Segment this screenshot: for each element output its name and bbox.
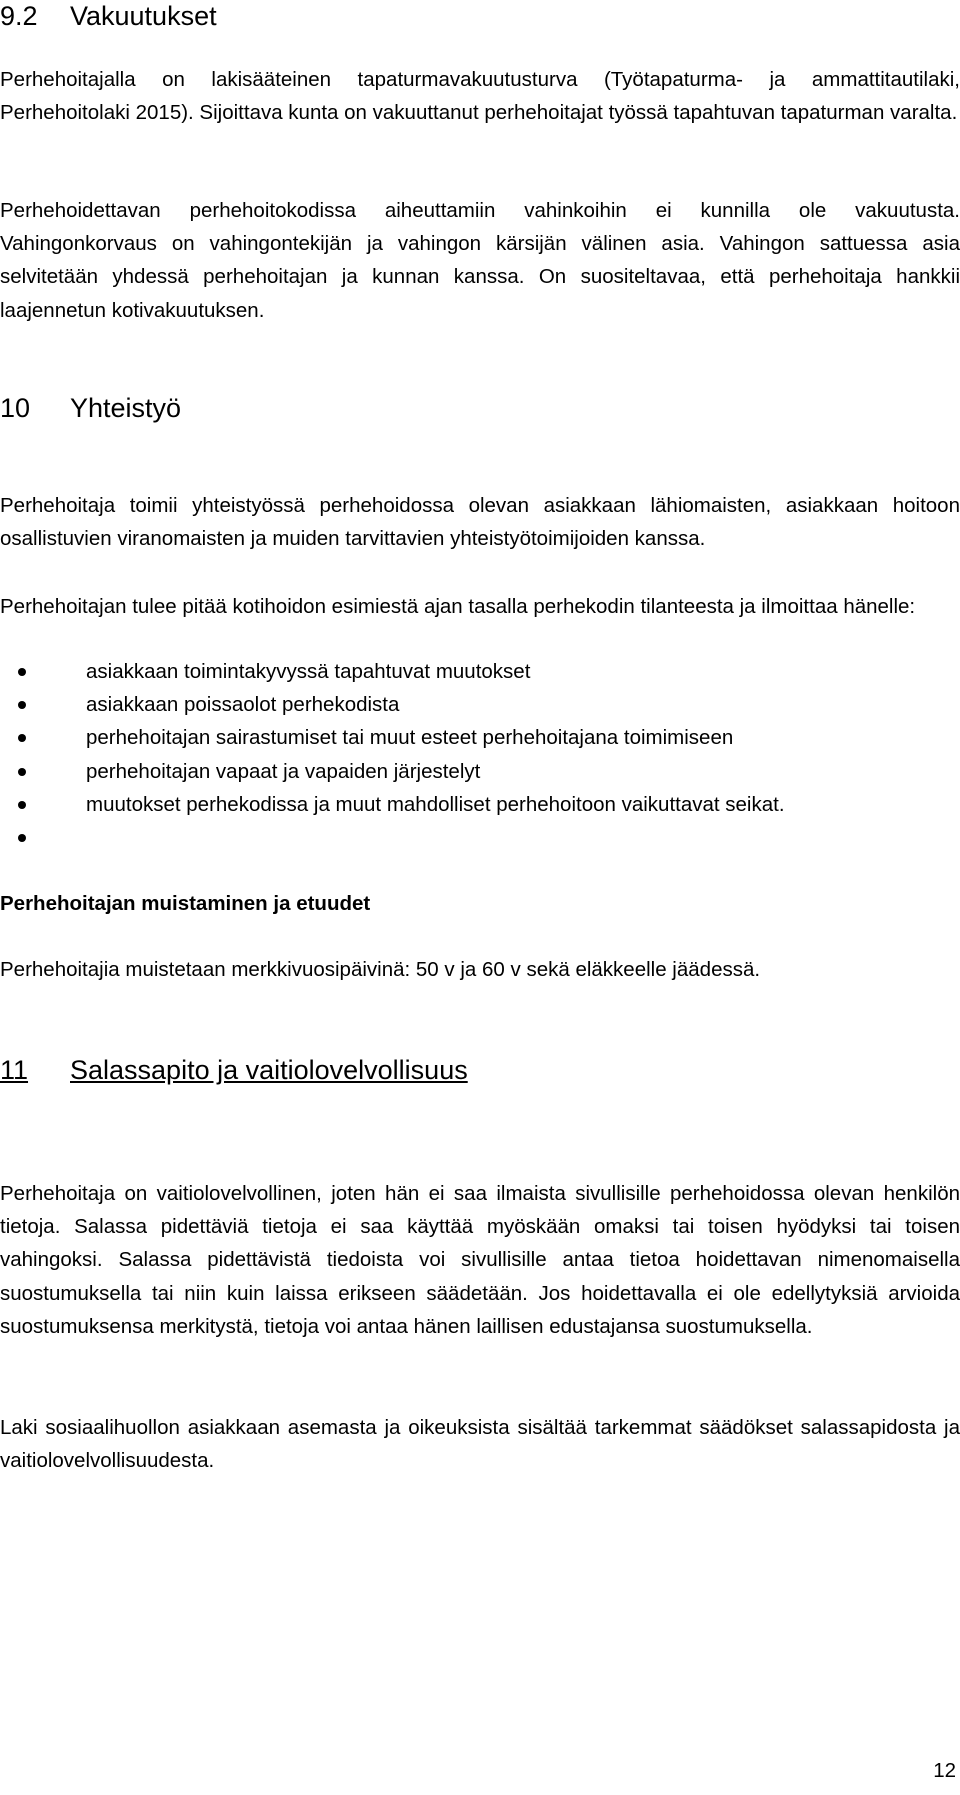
section-heading-9-2	[0, 0, 217, 32]
list-item	[0, 821, 960, 854]
list-item-text: muutokset perhekodissa ja muut mahdolliset perhehoitoon vaikuttavat seikat.	[86, 792, 785, 816]
list-item	[0, 788, 960, 821]
cooperation-paragraph: Perhehoitaja toimii yhteistyössä perhehoidossa olevan asiakkaan lähiomaisten, asiakkaan hoitoon osallistuvien viranomaisten ja muiden tarvittavien yhteistyötoimijoiden kanssa.	[0, 494, 960, 551]
list-item-text: perhehoitajan vapaat ja vapaiden järjestelyt	[86, 759, 481, 783]
list-item-text: asiakkaan poissaolot perhekodista	[86, 693, 400, 717]
law-paragraph: Laki sosiaalihuollon asiakkaan asemasta ja oikeuksista sisältää tarkemmat säädökset salassapidosta ja vaitiolovelvollisuudesta.	[0, 1416, 960, 1473]
list-item	[0, 755, 960, 788]
bullet-icon	[18, 768, 26, 776]
list-item	[0, 655, 960, 688]
remembering-heading: Perhehoitajan muistaminen ja etuudet	[0, 892, 371, 915]
damage-paragraph: Perhehoidettavan perhehoitokodissa aiheuttamiin vahinkoihin ei kunnilla ole vakuutusta. Vahingonkorvaus on vahingontekijän ja vahingon kärsijän välinen asia. Vahingon sattuessa asia selvitetään yhdessä perhehoitajan ja kunnan kanssa. On suositeltavaa, että perhehoitaja hankkii laajennetun kotivakuutuksen.	[0, 199, 960, 322]
section-title: Yhteistyö	[70, 393, 182, 423]
list-item-text: asiakkaan toimintakyvyssä tapahtuvat muutokset	[86, 660, 531, 683]
insurance-paragraph: Perhehoitajalla on lakisääteinen tapaturmavakuutusturva (Työtapaturma- ja ammattitautilaki, Perhehoitolaki 2015). Sijoittava kunta on vakuuttanut perhehoitajat työssä tapahtuvan tapaturman varalta.	[0, 68, 960, 125]
list-item-text: perhehoitajan sairastumiset tai muut esteet perhehoitajana toimimiseen	[86, 726, 734, 750]
bullet-icon	[18, 834, 26, 842]
bullet-icon	[18, 801, 26, 809]
notify-paragraph: Perhehoitajan tulee pitää kotihoidon esimiestä ajan tasalla perhekodin tilanteesta ja ilmoittaa hänelle:	[0, 595, 916, 618]
section-title: Salassapito ja vaitiolovelvollisuus	[70, 1055, 468, 1085]
section-heading-10	[0, 392, 182, 424]
section-title: Vakuutukset	[70, 1, 217, 31]
remembering-paragraph: Perhehoitajia muistetaan merkkivuosipäivinä: 50 v ja 60 v sekä eläkkeelle jäädessä.	[0, 958, 761, 981]
section-number: 11	[0, 1055, 29, 1085]
notify-list	[0, 655, 960, 854]
section-heading-11	[0, 1054, 468, 1086]
section-number: 10	[0, 393, 31, 423]
list-item	[0, 721, 960, 754]
bullet-icon	[18, 701, 26, 709]
list-item	[0, 688, 960, 721]
section-number: 9.2	[0, 1, 38, 31]
secrecy-paragraph: Perhehoitaja on vaitiolovelvollinen, joten hän ei saa ilmaista sivullisille perhehoidossa olevan henkilön tietoja. Salassa pidettäviä tietoja ei saa käyttää myöskään omaksi tai toisen hyödyksi tai toisen vahingoksi. Salassa pidettävistä tiedoista voi sivullisille antaa tietoa hoidettavan nimenomaisella suostumuksella tai niin kuin laissa erikseen säädetään. Jos hoidettavalla ei ole edellytyksiä arvioida suostumuksensa merkitystä, tietoja voi antaa hänen laillisen edustajansa suostumuksella.	[0, 1182, 960, 1338]
bullet-icon	[18, 668, 26, 676]
bullet-icon	[18, 734, 26, 742]
page-number: 12	[933, 1759, 956, 1782]
